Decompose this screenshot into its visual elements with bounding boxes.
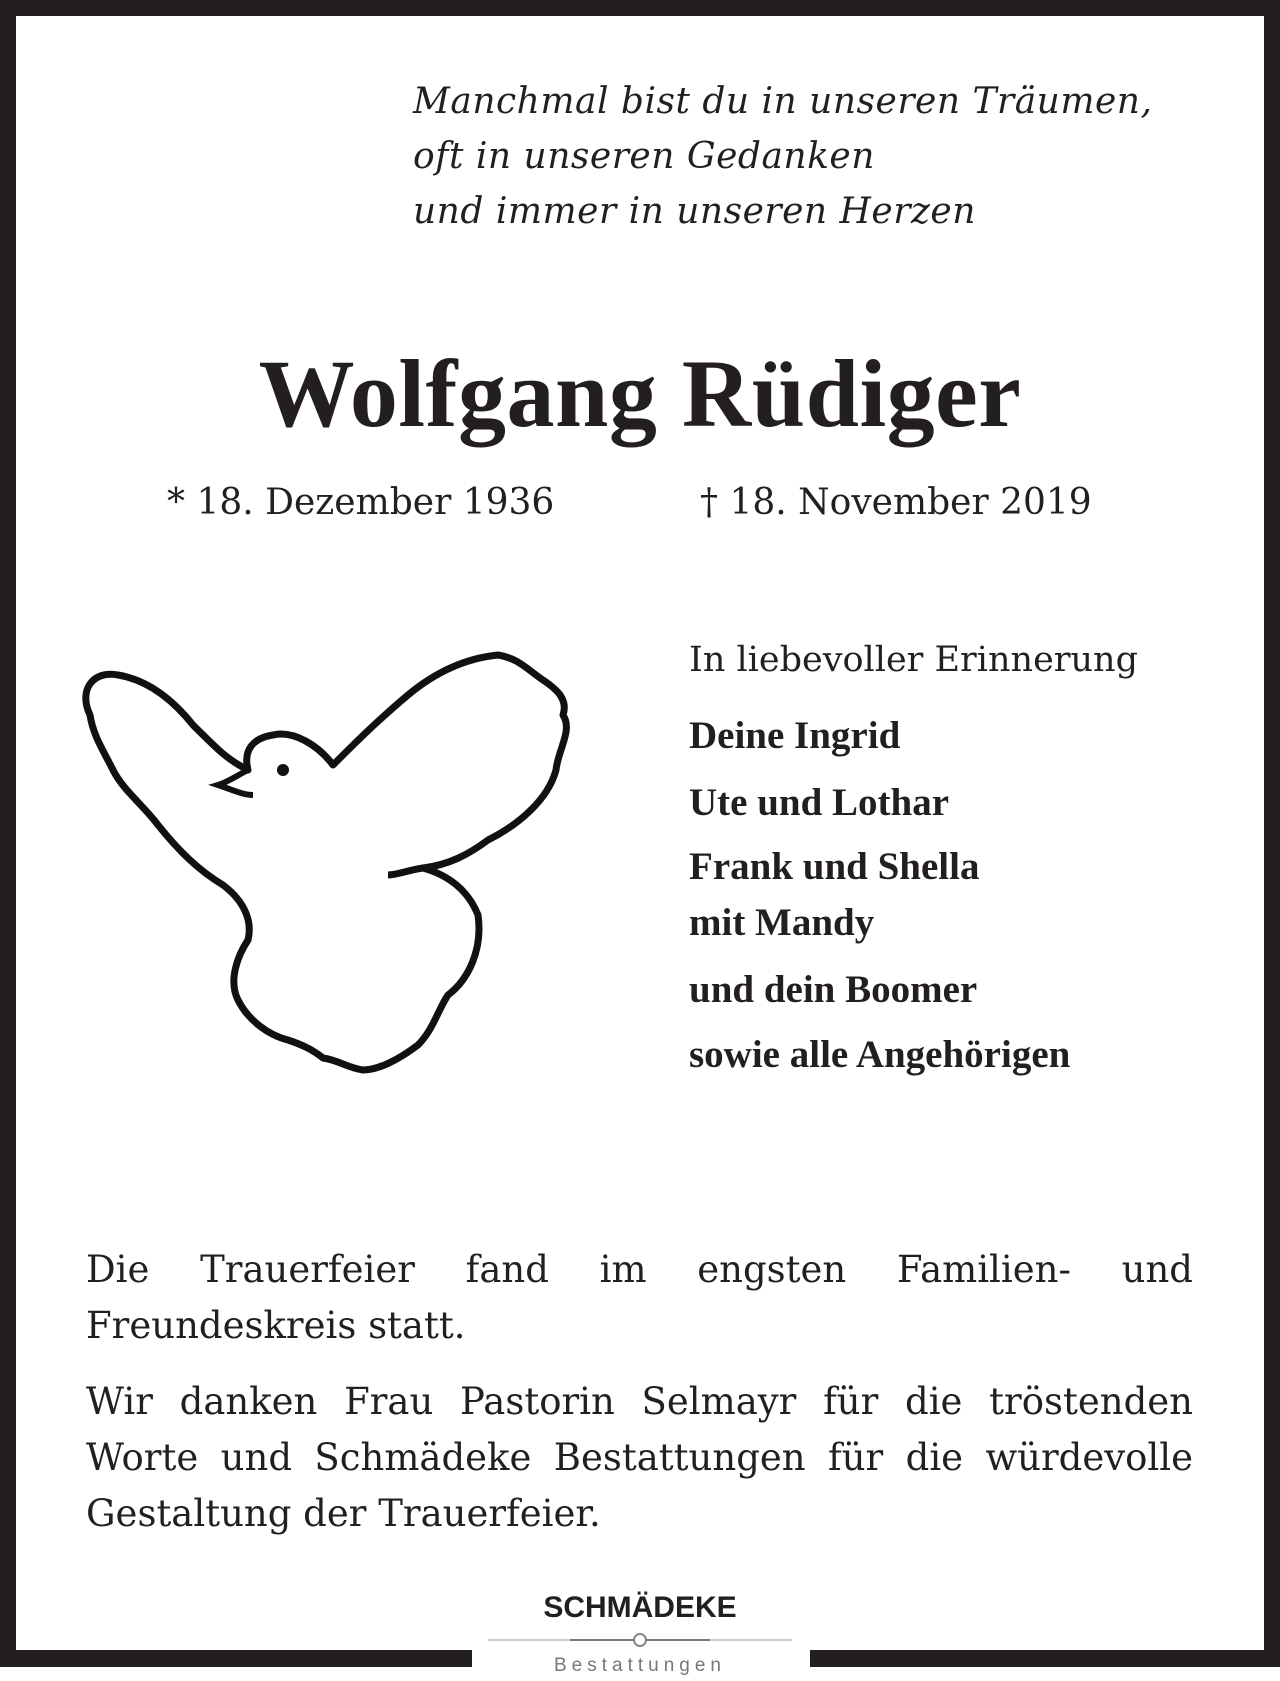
mourner: Ute und Lothar	[689, 781, 950, 824]
memory-text: In liebevoller Erinnerung	[689, 640, 1139, 680]
deceased-name: Wolfgang Rüdiger	[258, 340, 1022, 447]
birth-date: * 18. Dezember 1936	[167, 482, 555, 523]
quote-line: Manchmal bist du in unseren Träumen,	[413, 81, 1153, 122]
mourner: und dein Boomer	[689, 968, 978, 1011]
ceremony-paragraph: Die Trauerfeier fand im engsten Familien- und Freundeskreis statt.	[86, 1248, 1193, 1347]
quote-line: oft in unseren Gedanken	[413, 136, 875, 177]
mourner: Deine Ingrid	[689, 714, 901, 757]
quote-line: und immer in unseren Herzen	[413, 191, 976, 232]
thanks-paragraph: Wir danken Frau Pastorin Selmayr für die tröstenden Worte und Schmädeke Bestattungen für die würdevolle Gestaltung der Trauerfeier.	[86, 1380, 1193, 1535]
logo-subtitle: Bestattungen	[554, 1655, 726, 1676]
logo-divider	[488, 1632, 792, 1648]
mourner: sowie alle Angehörigen	[689, 1033, 1071, 1076]
death-date: † 18. November 2019	[700, 482, 1092, 523]
quote	[413, 74, 1152, 239]
mourner: mit Mandy	[689, 901, 875, 944]
mourner: Frank und Shella	[689, 845, 980, 888]
logo-name: SCHMÄDEKE	[543, 1591, 737, 1624]
dove-icon	[78, 650, 610, 1085]
